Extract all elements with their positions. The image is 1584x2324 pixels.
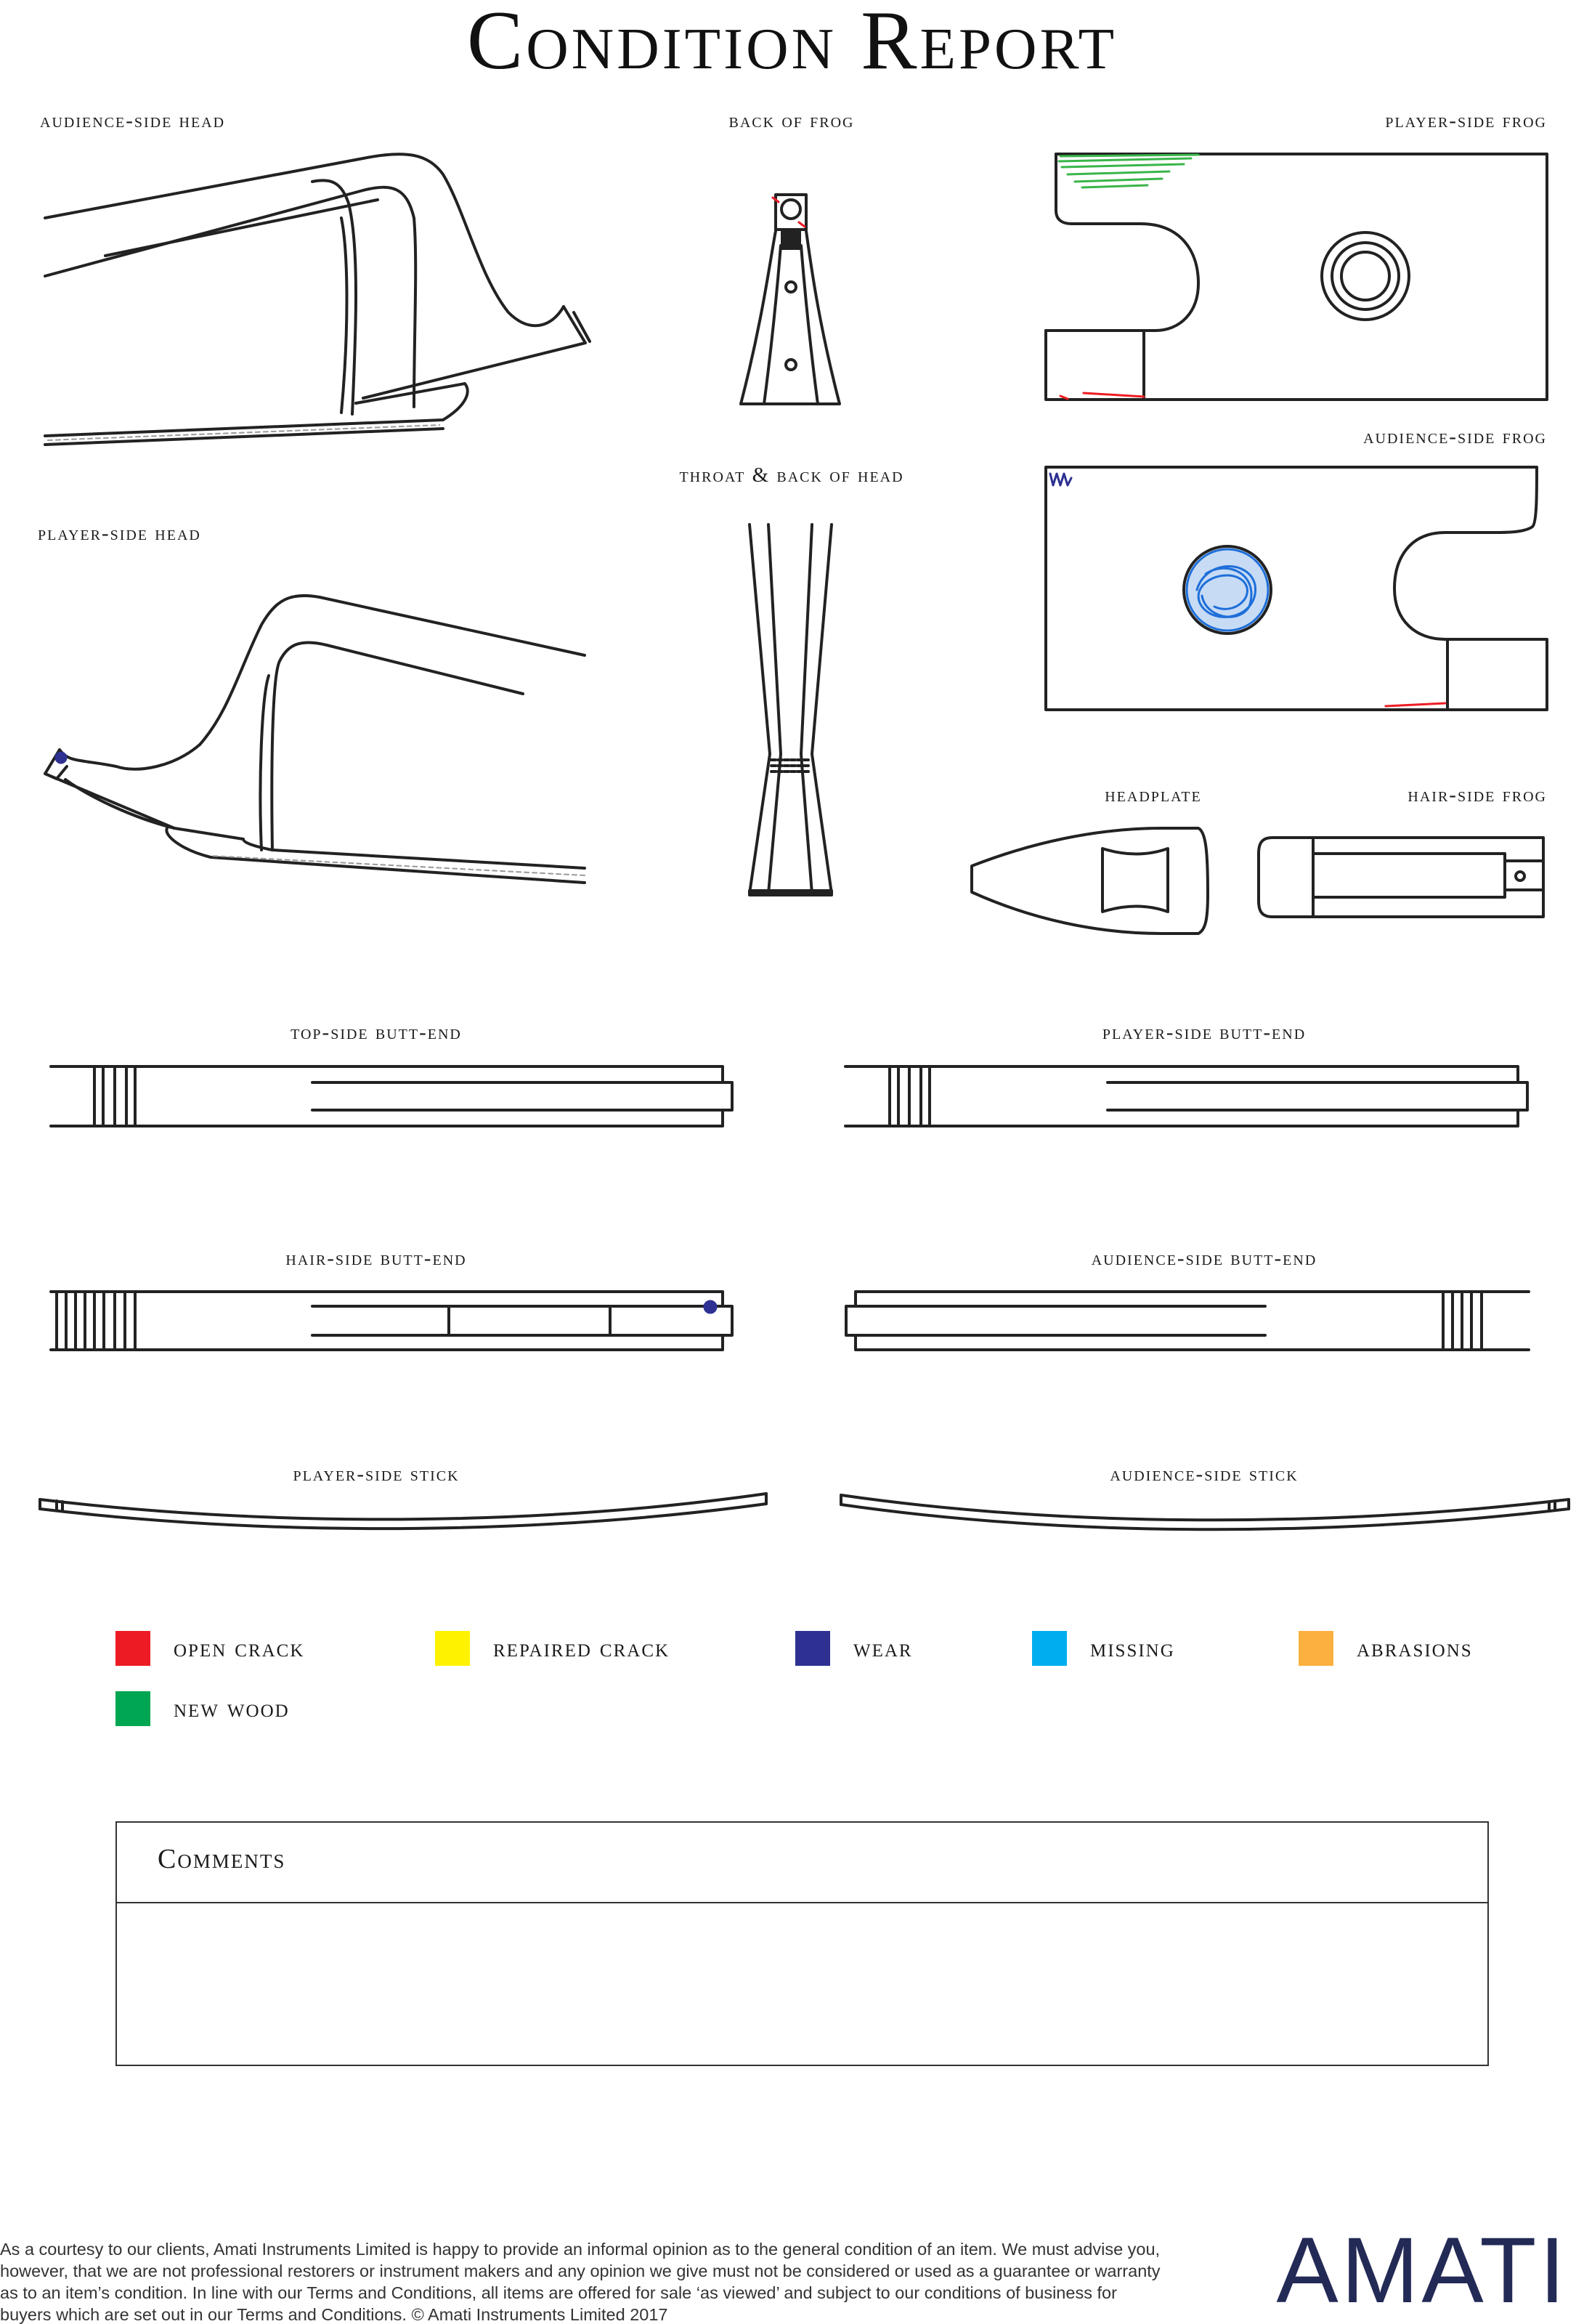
legend-label-wear: wear [853,1633,913,1662]
player-side-butt-end-diagram [845,1066,1527,1126]
label-audience-side-butt-end: audience-side butt-end [1091,1247,1317,1270]
comments-header [117,1823,1487,1903]
comments-title: Comments [158,1844,286,1874]
throat-back-of-head-diagram [750,525,832,895]
comments-box [115,1821,1489,2066]
legend-swatch-repaired-crack [435,1631,470,1666]
legend-label-new-wood: new wood [174,1693,290,1722]
audience-side-butt-end-diagram [846,1292,1529,1350]
label-player-side-stick: player-side stick [293,1462,460,1486]
player-side-stick-diagram [40,1494,766,1529]
wear-marking-3 [704,1301,716,1313]
page-title: Condition Report [466,0,1118,87]
legend-swatch-open-crack [115,1631,150,1666]
label-player-side-butt-end: player-side butt-end [1102,1021,1307,1044]
legend-swatch-wear [795,1631,830,1666]
label-hair-side-butt-end: hair-side butt-end [285,1247,467,1270]
audience-side-head-diagram [45,154,590,445]
disclaimer-text: As a courtesy to our clients, Amati Instruments Limited is happy to provide an informal opinion as to the general condition of an item. We must advise you, however, that we are not professional restorers or instrument makers and any opinion we give must not be considered or used as a guarantee or warranty as to an item’s condition. In line with our Terms and Conditions, all items are offered for sale ‘as viewed’ and subject to our conditions of business for buyers which are set out in our Terms and Conditions. © Amati Instruments Limited 2017 [0,2240,1161,2324]
player-side-head-diagram [45,596,585,883]
label-top-side-butt-end: top-side butt-end [291,1021,462,1044]
comments-text-area[interactable] [117,1903,1487,2065]
label-throat-back-of-head: throat & back of head [679,463,904,487]
label-back-of-frog: back of frog [728,109,855,132]
damage-markings [56,155,1445,1313]
legend-swatch-missing [1032,1631,1067,1666]
open-crack-marking-1 [1084,393,1144,397]
new-wood-marking [1059,155,1198,187]
amati-logo: AMATI [1276,2219,1568,2323]
label-headplate: headplate [1105,783,1202,806]
audience-side-stick-diagram [841,1495,1569,1529]
legend-label-open-crack: open crack [174,1633,305,1662]
player-side-frog-diagram [1046,154,1547,400]
hair-side-frog-diagram [1259,838,1543,917]
back-of-frog-diagram [741,195,840,404]
label-audience-side-stick: audience-side stick [1110,1462,1299,1486]
label-audience-side-head: audience-side head [40,109,226,132]
audience-side-frog-diagram [1046,467,1547,710]
legend-label-repaired-crack: repaired crack [493,1633,670,1662]
label-player-side-frog: player-side frog [1385,109,1547,132]
wear-marking-2 [56,753,66,763]
label-player-side-head: player-side head [38,522,201,545]
wear-marking-1 [1050,474,1071,485]
legend-swatch-abrasions [1299,1631,1333,1666]
label-hair-side-frog: hair-side frog [1408,783,1547,806]
legend-label-missing: missing [1090,1633,1175,1662]
legend-swatch-new-wood [115,1691,150,1726]
hair-side-butt-end-diagram [51,1292,732,1350]
open-crack-marking-2 [1386,703,1445,706]
label-audience-side-frog: audience-side frog [1363,425,1547,448]
legend-label-abrasions: abrasions [1357,1633,1473,1662]
top-side-butt-end-diagram [51,1066,732,1126]
headplate-diagram [972,828,1208,934]
